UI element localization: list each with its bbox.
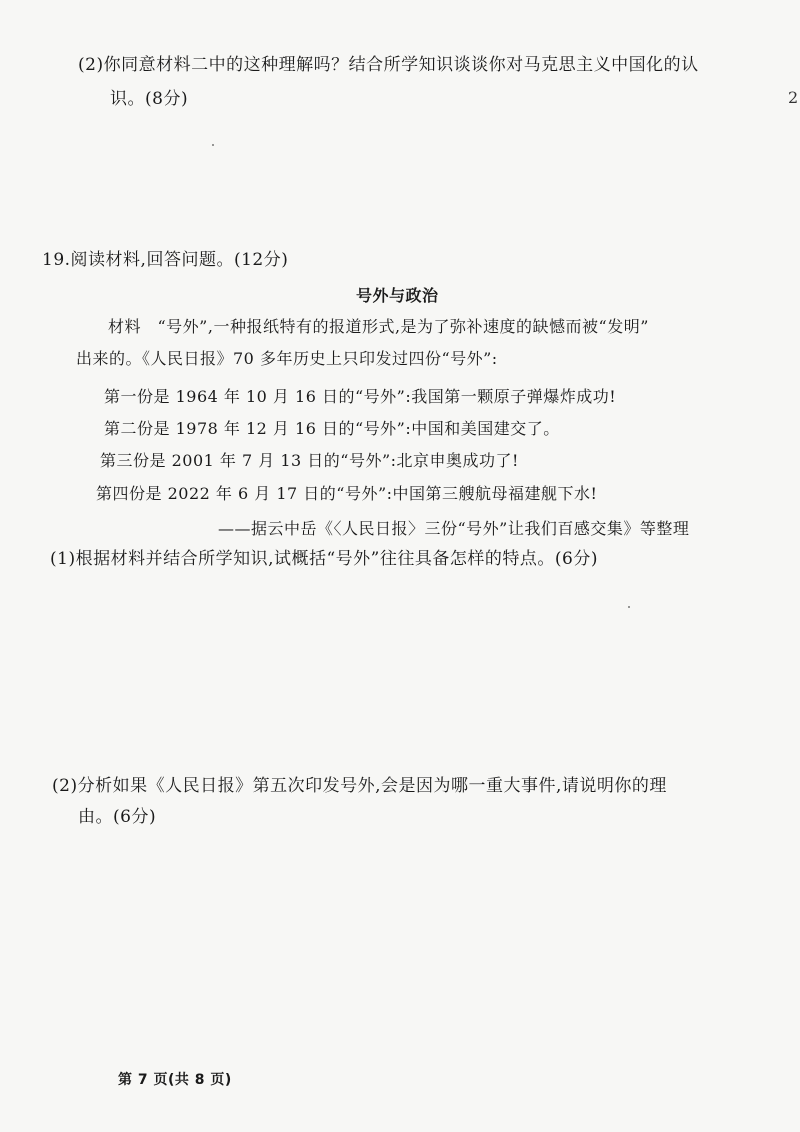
- q19-part2-line1: (2)分析如果《人民日报》第五次印发号外,会是因为哪一重大事件,请说明你的理: [52, 776, 667, 796]
- q19-item-1: 第一份是 1964 年 10 月 16 日的“号外”:我国第一颗原子弹爆炸成功!: [104, 387, 617, 406]
- q19-source: ——据云中岳《〈人民日报〉三份“号外”让我们百感交集》等整理: [218, 519, 690, 538]
- q19-item-3: 第三份是 2001 年 7 月 13 日的“号外”:北京申奥成功了!: [100, 451, 519, 470]
- margin-page-number: 2: [788, 88, 799, 107]
- scan-speck: [628, 606, 630, 608]
- q18-part2-line2: 识。(8分): [110, 89, 189, 109]
- q18-part2-line1: (2)你同意材料二中的这种理解吗？结合所学知识谈谈你对马克思主义中国化的认: [78, 55, 699, 75]
- page-footer: 第 7 页(共 8 页): [118, 1072, 232, 1088]
- q19-part1: (1)根据材料并结合所学知识,试概括“号外”往往具备怎样的特点。(6分): [50, 549, 598, 569]
- q19-item-4: 第四份是 2022 年 6 月 17 日的“号外”:中国第三艘航母福建舰下水!: [96, 484, 598, 503]
- q19-part2-line2: 由。(6分): [78, 807, 157, 827]
- q19-material-line1: 材料 “号外”,一种报纸特有的报道形式,是为了弥补速度的缺憾而被“发明”: [108, 317, 649, 336]
- q19-material-line2: 出来的。《人民日报》70 多年历史上只印发过四份“号外”:: [76, 349, 498, 368]
- q19-material-title: 号外与政治: [356, 286, 439, 305]
- q19-item-2: 第二份是 1978 年 12 月 16 日的“号外”:中国和美国建交了。: [104, 419, 560, 438]
- q19-heading: 19.阅读材料,回答问题。(12分): [42, 250, 289, 270]
- scan-speck: [212, 144, 214, 146]
